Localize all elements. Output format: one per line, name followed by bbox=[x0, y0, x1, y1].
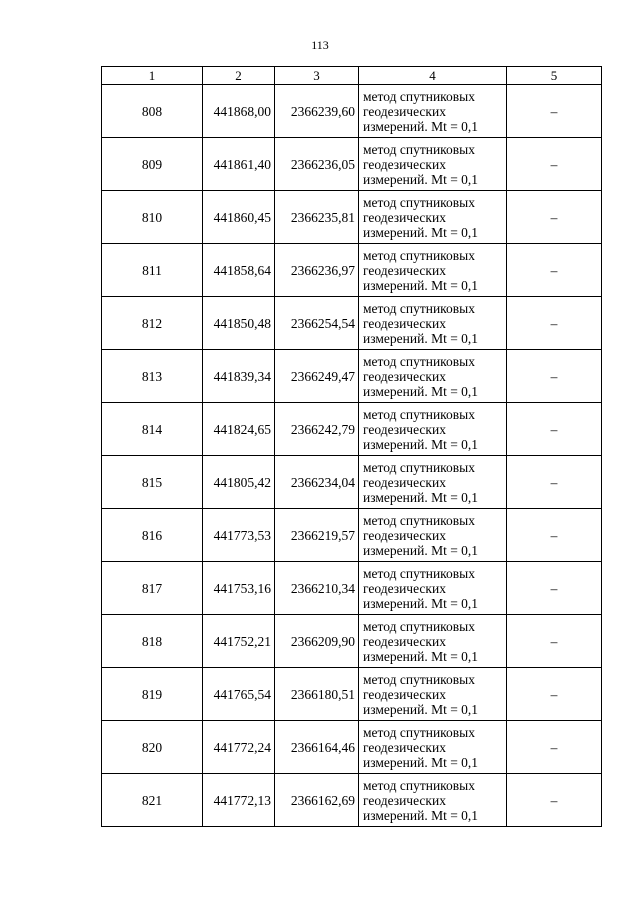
point-number-cell: 819 bbox=[102, 668, 203, 721]
table-row bbox=[102, 562, 602, 615]
note-cell: – bbox=[507, 774, 602, 827]
point-number-cell: 817 bbox=[102, 562, 203, 615]
x-coordinate-cell: 441861,40 bbox=[203, 138, 275, 191]
x-coordinate-cell: 441772,24 bbox=[203, 721, 275, 774]
method-cell: метод спутниковых геодезических измерений. Mt = 0,1 bbox=[359, 509, 507, 562]
x-coordinate-cell: 441753,16 bbox=[203, 562, 275, 615]
x-coordinate-cell: 441868,00 bbox=[203, 85, 275, 138]
y-coordinate-cell: 2366219,57 bbox=[275, 509, 359, 562]
method-cell: метод спутниковых геодезических измерений. Mt = 0,1 bbox=[359, 350, 507, 403]
y-coordinate-cell: 2366254,54 bbox=[275, 297, 359, 350]
method-cell: метод спутниковых геодезических измерений. Mt = 0,1 bbox=[359, 774, 507, 827]
note-cell: – bbox=[507, 668, 602, 721]
y-coordinate-cell: 2366242,79 bbox=[275, 403, 359, 456]
point-number-cell: 813 bbox=[102, 350, 203, 403]
table-row bbox=[102, 456, 602, 509]
table-row bbox=[102, 350, 602, 403]
point-number-cell: 808 bbox=[102, 85, 203, 138]
x-coordinate-cell: 441860,45 bbox=[203, 191, 275, 244]
x-coordinate-cell: 441805,42 bbox=[203, 456, 275, 509]
note-cell: – bbox=[507, 509, 602, 562]
column-header-2: 2 bbox=[203, 67, 275, 85]
point-number-cell: 812 bbox=[102, 297, 203, 350]
x-coordinate-cell: 441839,34 bbox=[203, 350, 275, 403]
point-number-cell: 820 bbox=[102, 721, 203, 774]
method-cell: метод спутниковых геодезических измерений. Mt = 0,1 bbox=[359, 456, 507, 509]
point-number-cell: 816 bbox=[102, 509, 203, 562]
y-coordinate-cell: 2366180,51 bbox=[275, 668, 359, 721]
method-cell: метод спутниковых геодезических измерений. Mt = 0,1 bbox=[359, 403, 507, 456]
y-coordinate-cell: 2366210,34 bbox=[275, 562, 359, 615]
method-cell: метод спутниковых геодезических измерений. Mt = 0,1 bbox=[359, 668, 507, 721]
x-coordinate-cell: 441858,64 bbox=[203, 244, 275, 297]
y-coordinate-cell: 2366249,47 bbox=[275, 350, 359, 403]
table-row bbox=[102, 403, 602, 456]
table-row bbox=[102, 668, 602, 721]
column-header-4: 4 bbox=[359, 67, 507, 85]
point-number-cell: 821 bbox=[102, 774, 203, 827]
y-coordinate-cell: 2366236,97 bbox=[275, 244, 359, 297]
method-cell: метод спутниковых геодезических измерений. Mt = 0,1 bbox=[359, 244, 507, 297]
x-coordinate-cell: 441752,21 bbox=[203, 615, 275, 668]
table-row bbox=[102, 509, 602, 562]
y-coordinate-cell: 2366162,69 bbox=[275, 774, 359, 827]
note-cell: – bbox=[507, 350, 602, 403]
method-cell: метод спутниковых геодезических измерений. Mt = 0,1 bbox=[359, 721, 507, 774]
x-coordinate-cell: 441850,48 bbox=[203, 297, 275, 350]
table-header-row bbox=[102, 67, 602, 85]
y-coordinate-cell: 2366164,46 bbox=[275, 721, 359, 774]
note-cell: – bbox=[507, 615, 602, 668]
column-header-5: 5 bbox=[507, 67, 602, 85]
table-row bbox=[102, 138, 602, 191]
page-number: 113 bbox=[311, 38, 329, 52]
note-cell: – bbox=[507, 456, 602, 509]
x-coordinate-cell: 441824,65 bbox=[203, 403, 275, 456]
table-row bbox=[102, 774, 602, 827]
table-row bbox=[102, 85, 602, 138]
table-row bbox=[102, 191, 602, 244]
table-row bbox=[102, 297, 602, 350]
note-cell: – bbox=[507, 191, 602, 244]
column-header-1: 1 bbox=[102, 67, 203, 85]
point-number-cell: 809 bbox=[102, 138, 203, 191]
point-number-cell: 818 bbox=[102, 615, 203, 668]
method-cell: метод спутниковых геодезических измерений. Mt = 0,1 bbox=[359, 615, 507, 668]
column-header-3: 3 bbox=[275, 67, 359, 85]
x-coordinate-cell: 441773,53 bbox=[203, 509, 275, 562]
table-row bbox=[102, 615, 602, 668]
x-coordinate-cell: 441765,54 bbox=[203, 668, 275, 721]
table-body bbox=[102, 67, 602, 827]
point-number-cell: 815 bbox=[102, 456, 203, 509]
note-cell: – bbox=[507, 721, 602, 774]
y-coordinate-cell: 2366209,90 bbox=[275, 615, 359, 668]
note-cell: – bbox=[507, 297, 602, 350]
method-cell: метод спутниковых геодезических измерений. Mt = 0,1 bbox=[359, 562, 507, 615]
y-coordinate-cell: 2366235,81 bbox=[275, 191, 359, 244]
point-number-cell: 814 bbox=[102, 403, 203, 456]
method-cell: метод спутниковых геодезических измерений. Mt = 0,1 bbox=[359, 138, 507, 191]
method-cell: метод спутниковых геодезических измерений. Mt = 0,1 bbox=[359, 191, 507, 244]
point-number-cell: 811 bbox=[102, 244, 203, 297]
note-cell: – bbox=[507, 562, 602, 615]
y-coordinate-cell: 2366239,60 bbox=[275, 85, 359, 138]
y-coordinate-cell: 2366236,05 bbox=[275, 138, 359, 191]
note-cell: – bbox=[507, 85, 602, 138]
y-coordinate-cell: 2366234,04 bbox=[275, 456, 359, 509]
note-cell: – bbox=[507, 138, 602, 191]
method-cell: метод спутниковых геодезических измерений. Mt = 0,1 bbox=[359, 297, 507, 350]
note-cell: – bbox=[507, 244, 602, 297]
method-cell: метод спутниковых геодезических измерений. Mt = 0,1 bbox=[359, 85, 507, 138]
coordinates-table bbox=[101, 66, 602, 827]
point-number-cell: 810 bbox=[102, 191, 203, 244]
table-row bbox=[102, 244, 602, 297]
note-cell: – bbox=[507, 403, 602, 456]
x-coordinate-cell: 441772,13 bbox=[203, 774, 275, 827]
table-row bbox=[102, 721, 602, 774]
